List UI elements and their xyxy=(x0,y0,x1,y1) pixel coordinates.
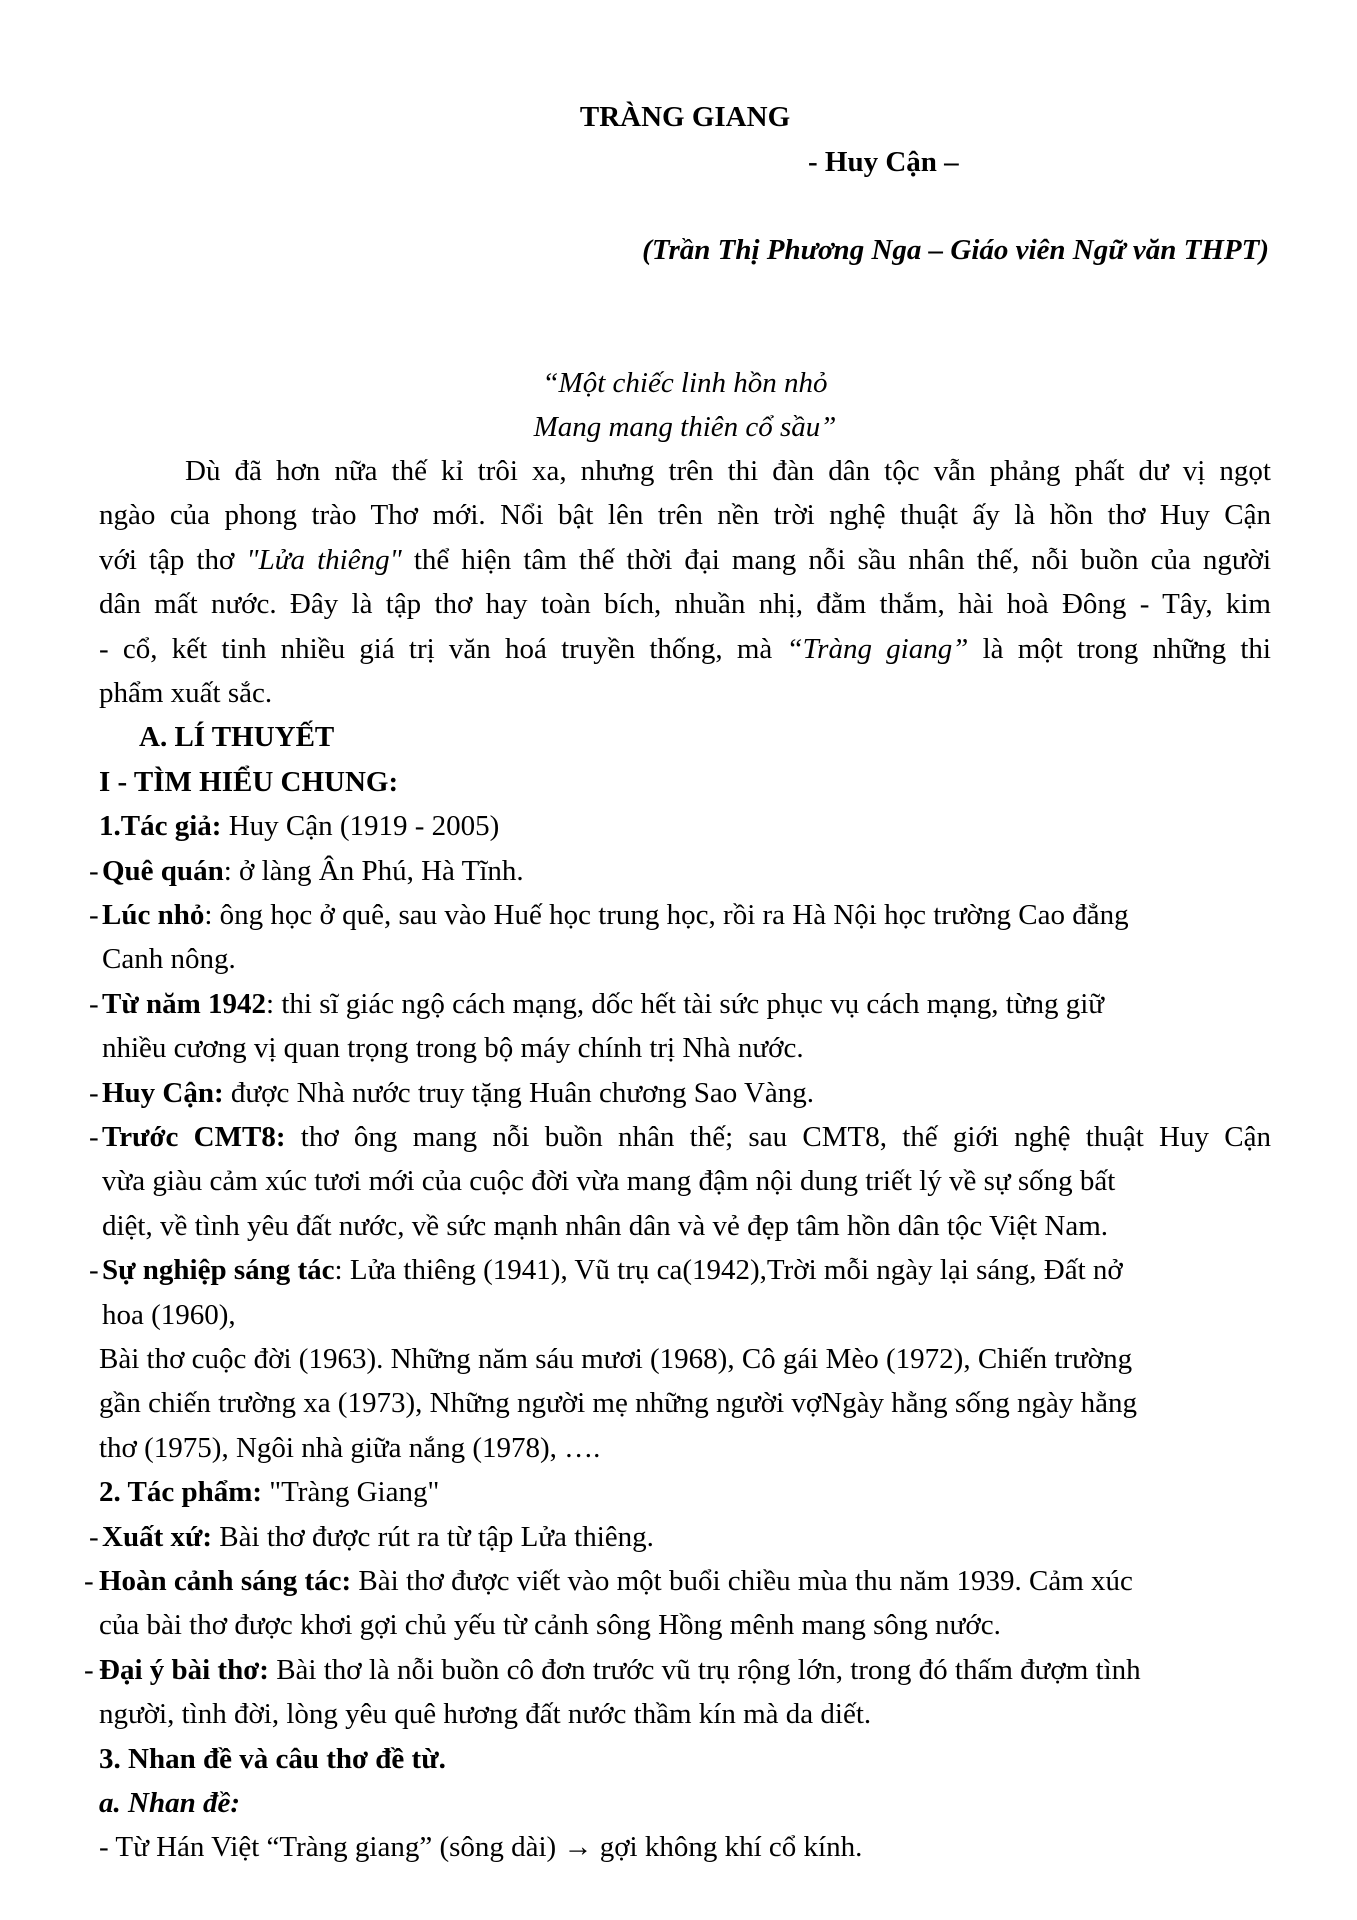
text-run: là một trong những thi xyxy=(968,632,1271,665)
text-run: thơ (1975), Ngôi nhà giữa nắng (1978), …. xyxy=(99,1431,601,1464)
text-line xyxy=(139,715,1271,759)
bullet-dash: - xyxy=(89,854,99,887)
bold-label: 3. Nhan đề và câu thơ đề từ. xyxy=(99,1742,446,1775)
bold-label: 1.Tác giả: xyxy=(99,810,222,843)
text-line xyxy=(99,1426,1271,1470)
text-run: thơ ông mang nỗi buồn nhân thế; sau CMT8, thế giới nghệ thuật Huy Cận xyxy=(285,1121,1271,1153)
text-line xyxy=(102,1515,1271,1559)
text-run: gợi không khí cổ kính. xyxy=(592,1831,863,1864)
text-run: của bài thơ được khơi gợi chủ yếu từ cảnh sông Hồng mênh mang sông nước. xyxy=(99,1609,1001,1642)
text-run: phẩm xuất sắc. xyxy=(99,677,273,709)
text-run: dân mất nước. Đây là tập thơ hay toàn bích, nhuần nhị, đằm thắm, hài hoà Đông - Tây, kim xyxy=(99,588,1271,621)
text-line xyxy=(102,937,1271,981)
text-run: gần chiến trường xa (1973), Những người mẹ những người vợNgày hằng sống ngày hằng xyxy=(99,1387,1137,1420)
text-run: Bài thơ được viết vào một buổi chiều mùa thu năm 1939. Cảm xúc xyxy=(351,1565,1133,1597)
text-run: ngào của phong trào Thơ mới. Nổi bật lên trên nền trời nghệ thuật ấy là hồn thơ Huy Cận xyxy=(99,499,1271,532)
bold-label: Xuất xứ: xyxy=(102,1520,213,1553)
bold-label: Từ năm 1942 xyxy=(102,987,267,1020)
text-line xyxy=(99,1559,1271,1603)
text-run: người, tình đời, lòng yêu quê hương đất nước thầm kín mà da diết. xyxy=(99,1698,872,1731)
text-run: diệt, về tình yêu đất nước, về sức mạnh nhân dân và vẻ đẹp tâm hồn dân tộc Việt Nam. xyxy=(102,1209,1109,1242)
epigraph-line: Mang mang thiên cổ sầu” xyxy=(533,411,837,443)
author-credit: (Trần Thị Phương Nga – Giáo viên Ngữ văn THPT) xyxy=(642,234,1269,266)
text-run: với tập thơ xyxy=(99,543,247,576)
text-line xyxy=(99,582,1271,626)
text-line xyxy=(99,1692,1271,1736)
text-line xyxy=(102,849,1271,893)
bold-label: Đại ý bài thơ: xyxy=(99,1653,269,1686)
text-run: - Từ Hán Việt “Tràng giang” (sông dài) xyxy=(99,1831,564,1864)
text-line xyxy=(99,538,1271,582)
text-line xyxy=(99,804,1271,848)
text-line xyxy=(99,627,1271,671)
text-run: được Nhà nước truy tặng Huân chương Sao Vàng. xyxy=(223,1076,815,1109)
text-run: "Tràng Giang" xyxy=(262,1476,440,1509)
text-line xyxy=(99,1648,1271,1692)
text-line xyxy=(99,493,1271,537)
bold-label: Sự nghiệp sáng tác xyxy=(102,1254,335,1287)
text-line xyxy=(102,1204,1271,1248)
text-line xyxy=(99,760,1271,804)
text-run: : ở làng Ân Phú, Hà Tĩnh. xyxy=(223,854,524,887)
text-line xyxy=(102,1159,1271,1203)
bullet-dash: - xyxy=(84,1653,94,1686)
text-line xyxy=(102,1248,1271,1292)
text-run: vừa giàu cảm xúc tươi mới của cuộc đời vừa mang đậm nội dung triết lý về sự sống bất xyxy=(102,1165,1116,1198)
bold-label: Hoàn cảnh sáng tác: xyxy=(99,1565,352,1597)
bullet-dash: - xyxy=(89,1520,99,1553)
text-run: Bài thơ là nỗi buồn cô đơn trước vũ trụ rộng lớn, trong đó thấm đượm tình xyxy=(268,1653,1141,1686)
text-line xyxy=(99,1825,1271,1869)
bold-label: Quê quán xyxy=(102,854,224,887)
text-run: Dù đã hơn nữa thế kỉ trôi xa, nhưng trên thi đàn dân tộc vẫn phảng phất dư vị ngọt xyxy=(185,455,1271,487)
text-line xyxy=(102,982,1271,1026)
bullet-dash: - xyxy=(89,1121,99,1153)
text-run: thể hiện tâm thế thời đại mang nỗi sầu nhân thế, nỗi buồn của người xyxy=(401,543,1271,576)
text-line xyxy=(99,1381,1271,1425)
bold-label: → xyxy=(563,1831,593,1864)
bullet-dash: - xyxy=(89,1076,99,1109)
text-run: : ông học ở quê, sau vào Huế học trung học, rồi ra Hà Nội học trường Cao đẳng xyxy=(204,899,1129,931)
epigraph-line: “Một chiếc linh hồn nhỏ xyxy=(542,367,828,399)
italic-text: "Lửa thiêng" xyxy=(246,543,402,576)
text-line xyxy=(102,893,1271,937)
text-line xyxy=(102,1293,1271,1337)
text-line xyxy=(99,1603,1271,1647)
text-run: Bài thơ được rút ra từ tập Lửa thiêng. xyxy=(212,1520,654,1553)
bold-label: a. Nhan đề: xyxy=(99,1787,240,1819)
text-run: Bài thơ cuộc đời (1963). Những năm sáu mươi (1968), Cô gái Mèo (1972), Chiến trường xyxy=(99,1343,1133,1375)
text-line xyxy=(102,1115,1271,1159)
bullet-dash: - xyxy=(84,1565,94,1597)
text-line xyxy=(99,1737,1271,1781)
text-line xyxy=(102,1026,1271,1070)
text-run: - cổ, kết tinh nhiều giá trị văn hoá truyền thống, mà xyxy=(99,632,787,665)
text-run: nhiều cương vị quan trọng trong bộ máy chính trị Nhà nước. xyxy=(102,1032,804,1065)
text-run: : Lửa thiêng (1941), Vũ trụ ca(1942),Trời mỗi ngày lại sáng, Đất nở xyxy=(334,1254,1123,1287)
text-line xyxy=(102,1071,1271,1115)
text-run: : thi sĩ giác ngộ cách mạng, dốc hết tài sức phục vụ cách mạng, từng giữ xyxy=(266,987,1105,1020)
text-line xyxy=(99,1337,1271,1381)
document-title: TRÀNG GIANG xyxy=(579,101,791,133)
bold-label: 2. Tác phẩm: xyxy=(99,1476,263,1509)
bold-label: Trước CMT8: xyxy=(102,1121,286,1153)
text-line xyxy=(99,671,1271,715)
poet-name: - Huy Cận – xyxy=(808,146,959,178)
text-run: Canh nông. xyxy=(102,943,236,976)
text-line xyxy=(99,1781,1271,1825)
italic-text: “Tràng giang” xyxy=(786,632,969,665)
text-run: hoa (1960), xyxy=(102,1298,236,1331)
bold-label: Huy Cận: xyxy=(102,1076,224,1109)
text-run: Huy Cận (1919 - 2005) xyxy=(221,810,500,843)
bold-label: I - TÌM HIỂU CHUNG: xyxy=(99,765,399,798)
bold-label: A. LÍ THUYẾT xyxy=(139,721,335,754)
text-line xyxy=(99,1470,1271,1514)
bullet-dash: - xyxy=(89,1254,99,1287)
text-line xyxy=(185,449,1271,493)
bullet-dash: - xyxy=(89,987,99,1020)
bold-label: Lúc nhỏ xyxy=(102,899,205,931)
bullet-dash: - xyxy=(89,899,99,931)
